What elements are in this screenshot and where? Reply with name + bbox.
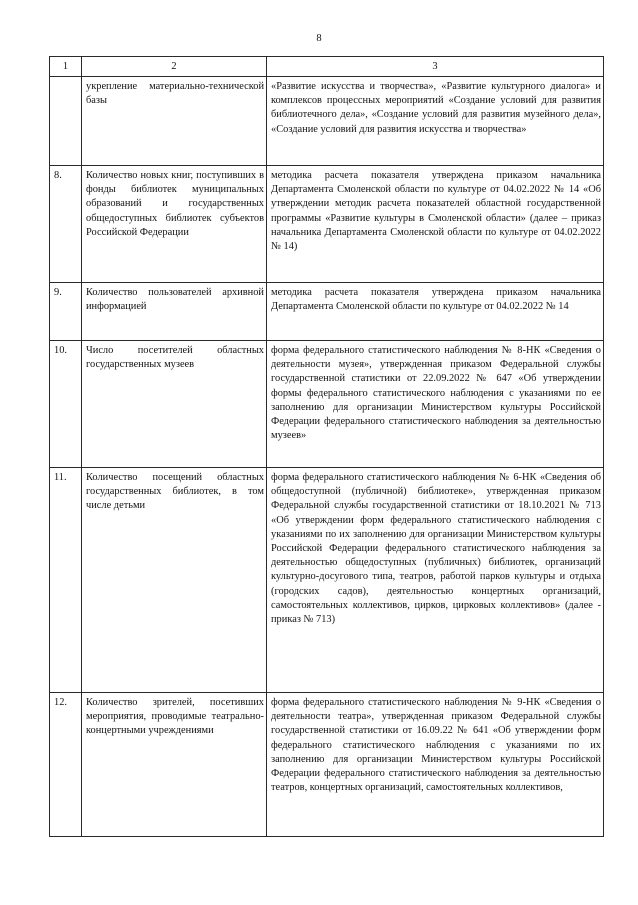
column-header: 3 xyxy=(267,57,604,77)
indicator-source: методика расчета показателя утверждена приказом начальника Департамента Смоленской области по культуре от 04.02.2022 № 14 xyxy=(267,283,604,341)
indicator-source: форма федерального статистического наблюдения № 8-НК «Сведения о деятельности музея», утвержденная приказом Федеральной службы государственной статистики от 22.09.2022 № 647 «Об утверждении формы федерального статистического наблюдения с указаниями по ее заполнению для организации Министерством культуры Российской Федерации федерального статистического наблюдения за деятельностью музеев» xyxy=(267,341,604,468)
indicator-name: Число посетителей областных государственных музеев xyxy=(82,341,267,468)
page-number: 8 xyxy=(316,33,322,44)
row-number: 8. xyxy=(50,166,82,283)
table-row xyxy=(50,283,604,341)
indicator-name: укрепление материально-технической базы xyxy=(82,77,267,166)
table-row xyxy=(50,341,604,468)
indicator-name: Количество зрителей, посетивших мероприятия, проводимые театрально-концертными учреждениями xyxy=(82,693,267,837)
column-header: 2 xyxy=(82,57,267,77)
column-header: 1 xyxy=(50,57,82,77)
row-number: 12. xyxy=(50,693,82,837)
table-row xyxy=(50,166,604,283)
indicators-table xyxy=(49,56,604,837)
indicator-name: Количество новых книг, поступивших в фонды библиотек муниципальных образований и государственных общедоступных библиотек субъектов Российской Федерации xyxy=(82,166,267,283)
table-row xyxy=(50,77,604,166)
row-number: 10. xyxy=(50,341,82,468)
table-row xyxy=(50,468,604,693)
indicator-source: методика расчета показателя утверждена приказом начальника Департамента Смоленской области по культуре от 04.02.2022 № 14 «Об утверждении методик расчета показателей областной государственной программы «Развитие культуры в Смоленской области» (далее – приказ начальника Департамента Смоленской области по культуре от 04.02.2022 № 14) xyxy=(267,166,604,283)
indicator-source: форма федерального статистического наблюдения № 6-НК «Сведения об общедоступной (публичной) библиотеке», утвержденная приказом Федеральной службы государственной статистики от 18.10.2021 № 713 «Об утверждении форм федерального статистического наблюдения с указаниями по их заполнению для организации Министерством культуры Российской Федерации федерального статистического наблюдения за деятельностью общедоступных (публичных) библиотек, организаций культурно-досугового типа, театров, работой парков культуры и отдыха (городских садов), деятельностью концертных организаций, самостоятельных коллективов, цирков, цирковых коллективов» (далее - приказ № 713) xyxy=(267,468,604,693)
indicator-source: «Развитие искусства и творчества», «Развитие культурного диалога» и комплексов процессных мероприятий «Создание условий для развития библиотечного дела», «Создание условий для развития музейного дела», «Создание условий для развития искусства и творчества» xyxy=(267,77,604,166)
indicator-name: Количество пользователей архивной информацией xyxy=(82,283,267,341)
row-number: 9. xyxy=(50,283,82,341)
indicator-source: форма федерального статистического наблюдения № 9-НК «Сведения о деятельности театра», утвержденная приказом Федеральной службы государственной статистики от 16.09.22 № 641 «Об утверждении форм федерального статистического наблюдения с указаниями по их заполнению для организации Министерством культуры Российской Федерации федерального статистического наблюдения за деятельностью театров, концертных организаций, самостоятельных коллективов, xyxy=(267,693,604,837)
table-row xyxy=(50,693,604,837)
indicator-name: Количество посещений областных государственных библиотек, в том числе детьми xyxy=(82,468,267,693)
row-number xyxy=(50,77,82,166)
row-number: 11. xyxy=(50,468,82,693)
table-header-row xyxy=(50,57,604,77)
